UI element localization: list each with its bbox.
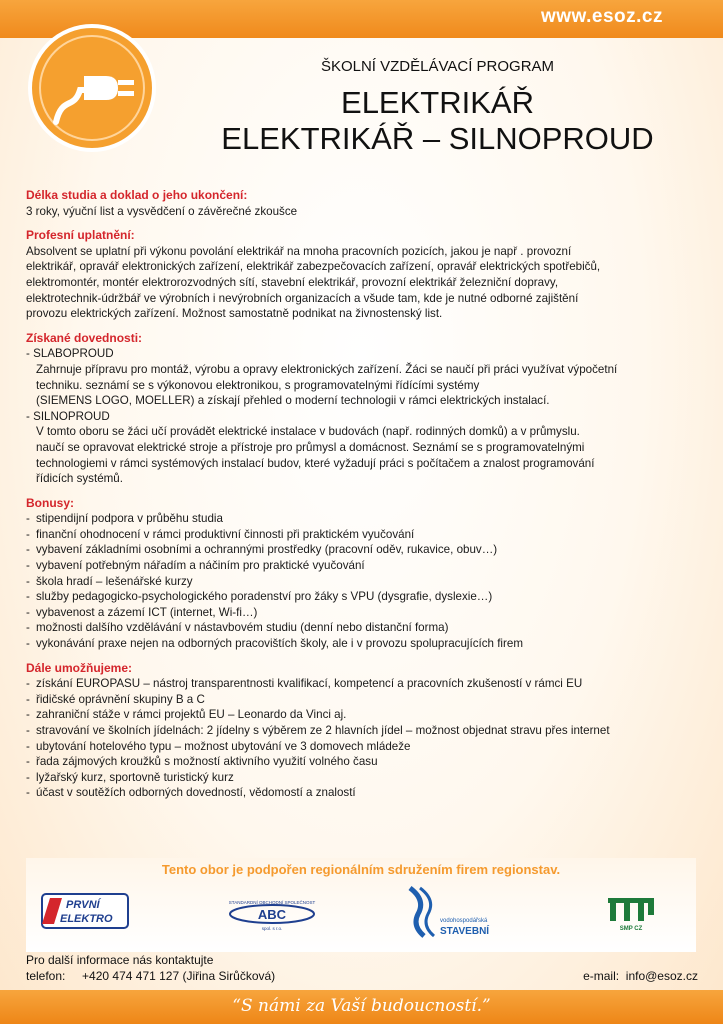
paragraph-line: Absolvent se uplatní při výkonu povolání elektrikář na mnoha pracovních pozicích, jakou je např . provozní [26, 244, 572, 258]
page-title-secondary: ELEKTRIKÁŘ – SILNOPROUD [221, 121, 654, 156]
section-heading: Délka studia a doklad o jeho ukončení: [26, 188, 248, 202]
paragraph-line: elektrikář, opravář elektronických zařízení, elektrikář zabezpečovacích zařízení, opravář elektrických spotřebičů, [26, 260, 601, 274]
skill-line: Zahrnuje přípravu pro montáž, výrobu a opravy elektronických zařízení. Žáci se naučí při práci využívat výpočetní [36, 362, 618, 376]
skill-title: SLABOPROUD [33, 347, 114, 361]
section-duration [26, 188, 706, 219]
phone-label: telefon: [26, 969, 66, 983]
list-item: - možnosti dalšího vzdělávání v nástavbovém studiu (denní nebo distanční forma) [26, 620, 706, 636]
prvni-elektro-logo [42, 894, 128, 928]
website-link[interactable]: www.esoz.cz [541, 6, 663, 27]
section-career [26, 228, 706, 322]
list-item: - vybavenost a zázemí ICT (internet, Wi-fi…) [26, 605, 706, 621]
logo-text: spol. s r.o. [261, 926, 283, 931]
support-text: Tento obor je podpořen regionálním sdružením firem regionstav. [161, 862, 561, 877]
logo-text: ELEKTRO [60, 913, 113, 925]
list-item: - vybavení základními osobními a ochrannými prostředky (pracovní oděv, rukavice, obuv…) [26, 542, 706, 558]
skill-line: (SIEMENS LOGO, MOELLER) a získají přehled o moderní technologii v rámci elektrických instalací. [36, 394, 550, 408]
skill-line: řídicích systémů. [36, 472, 123, 486]
list-item: - stravování ve školních jídelnách: 2 jídelny s výběrem ze 2 hlavních jídel – možnost objednat stravu přes internet [26, 723, 706, 739]
page-title: ELEKTRIKÁŘ [341, 85, 534, 120]
logo-text: STAVEBNÍ [440, 926, 490, 937]
list-item: - zahraniční stáže v rámci projektů EU – Leonardo da Vinci aj. [26, 707, 706, 723]
logo-text: PRVNÍ [66, 899, 100, 911]
email-label: e-mail: [583, 969, 620, 983]
list-item: - lyžařský kurz, sportovně turistický kurz [26, 770, 706, 786]
list-item: - řidičské oprávnění skupiny B a C [26, 692, 706, 708]
paragraph-line: elektromontér, montér elektrorozvodných sítí, stavební elektrikář, provozní elektrikář železniční dopravy, [26, 275, 559, 289]
program-subtitle: ŠKOLNÍ VZDĚLÁVACÍ PROGRAM [320, 58, 555, 75]
abc-logo [229, 899, 316, 931]
skill-line: technologiemi v rámci systémových instalací budov, které vyžadují práci s počítačem a znalost programování [36, 456, 595, 470]
section-bonuses [26, 496, 706, 652]
list-item: - řada zájmových kroužků s možností aktivního využití volného času [26, 754, 706, 770]
list-item: - služby pedagogicko-psychologického poradenství pro žáky s VPU (dysgrafie, dyslexie…) [26, 589, 706, 605]
logo-text: ABC [257, 907, 287, 922]
skill-item: - SILNOPROUD V tomto oboru se žáci učí provádět elektrické instalace v budovách (např. rodinných domků) a v průmyslu. naučí se opravovat elektrické stroje a přístroje pro průmysl a domácnost. Seznámí se s programovatelnými technologiemi v rámci systémových instalací budov, které vyžadují práci s počítačem a znalost programování řídicích systémů. [26, 409, 706, 487]
bonus-list [26, 511, 706, 651]
skill-title: SILNOPROUD [33, 409, 110, 423]
skill-line: V tomto oboru se žáci učí provádět elektrické instalace v budovách (např. rodinných domků) a v průmyslu. [36, 425, 580, 439]
list-item: - ubytování hotelového typu – možnost ubytování ve 3 domovech mládeže [26, 739, 706, 755]
skill-line: naučí se opravovat elektrické stroje a přístroje pro průmysl a domácnost. Seznámí se s programovatelnými [36, 440, 585, 454]
duration-text: 3 roky, výuční list a vysvědčení o závěrečné zkoušce [26, 204, 298, 218]
vodohospodarska-stavebni-logo [410, 888, 489, 937]
skill-line: techniku. seznámí se s výkonovou elektronikou, s programovatelnými řídícími systémy [36, 378, 480, 392]
contact-intro: Pro další informace nás kontaktujte [26, 953, 214, 967]
logo-text: STANDARDNÍ OBCHODNÍ SPOLEČNOST [228, 900, 316, 905]
logo-text: SMP CZ [619, 926, 643, 932]
page-header [165, 58, 710, 157]
paragraph-line: elektrotechnik-údržbář ve výrobních i nevýrobních organizacích a všude tam, kde je nutné odborné zajištění [26, 291, 579, 305]
partner-logos [26, 886, 696, 946]
phone-number[interactable]: +420 474 471 127 (Jiřina Sirůčková) [82, 969, 276, 983]
also-list [26, 676, 706, 801]
list-item: - škola hradí – lešenářské kurzy [26, 574, 706, 590]
section-heading: Dále umožňujeme: [26, 660, 133, 675]
list-item: - finanční ohodnocení v rámci produktivní činnosti při praktickém vyučování [26, 527, 706, 543]
contact-block [26, 952, 698, 984]
list-item: - účast v soutěžích odborných dovedností, vědomostí a znalostí [26, 785, 706, 801]
skill-item: - SLABOPROUD Zahrnuje přípravu pro montáž, výrobu a opravy elektronických zařízení. Žáci se naučí při práci využívat výpočetní techniku. seznámí se s výkonovou elektronikou, s programovatelnými řídícími systémy (SIEMENS LOGO, MOELLER) a získají přehled o moderní technologii v rámci elektrických instalací. [26, 346, 706, 408]
email-link[interactable]: info@esoz.cz [625, 969, 698, 983]
main-content [26, 188, 706, 810]
list-item: - vykonávání praxe nejen na odborných pracovištích školy, ale i v provozu spolupracujících firem [26, 636, 706, 652]
section-heading: Profesní uplatnění: [26, 228, 135, 243]
smp-cz-logo [608, 898, 654, 932]
list-item: - získání EUROPASU – nástroj transparentnosti kvalifikací, kompetencí a pracovních zkušeností v rámci EU [26, 676, 706, 692]
section-heading: Bonusy: [26, 495, 74, 510]
list-item: - vybavení potřebným nářadím a náčiním pro praktické vyučování [26, 558, 706, 574]
support-banner [26, 858, 696, 952]
list-item: - stipendijní podpora v průběhu studia [26, 511, 706, 527]
section-skills [26, 331, 706, 487]
paragraph-line: provozu elektrických zařízení. Možnost samostatně podnikat na živnostenský list. [26, 307, 443, 321]
plug-logo-icon [22, 18, 162, 158]
logo-text: vodohospodářská [440, 918, 488, 924]
footer-slogan: “S námi za Vaší budoucností.” [232, 996, 491, 1016]
section-also [26, 661, 706, 801]
bottom-bar [0, 990, 723, 1024]
contact-row [26, 968, 698, 984]
section-heading: Získané dovednosti: [26, 330, 143, 345]
